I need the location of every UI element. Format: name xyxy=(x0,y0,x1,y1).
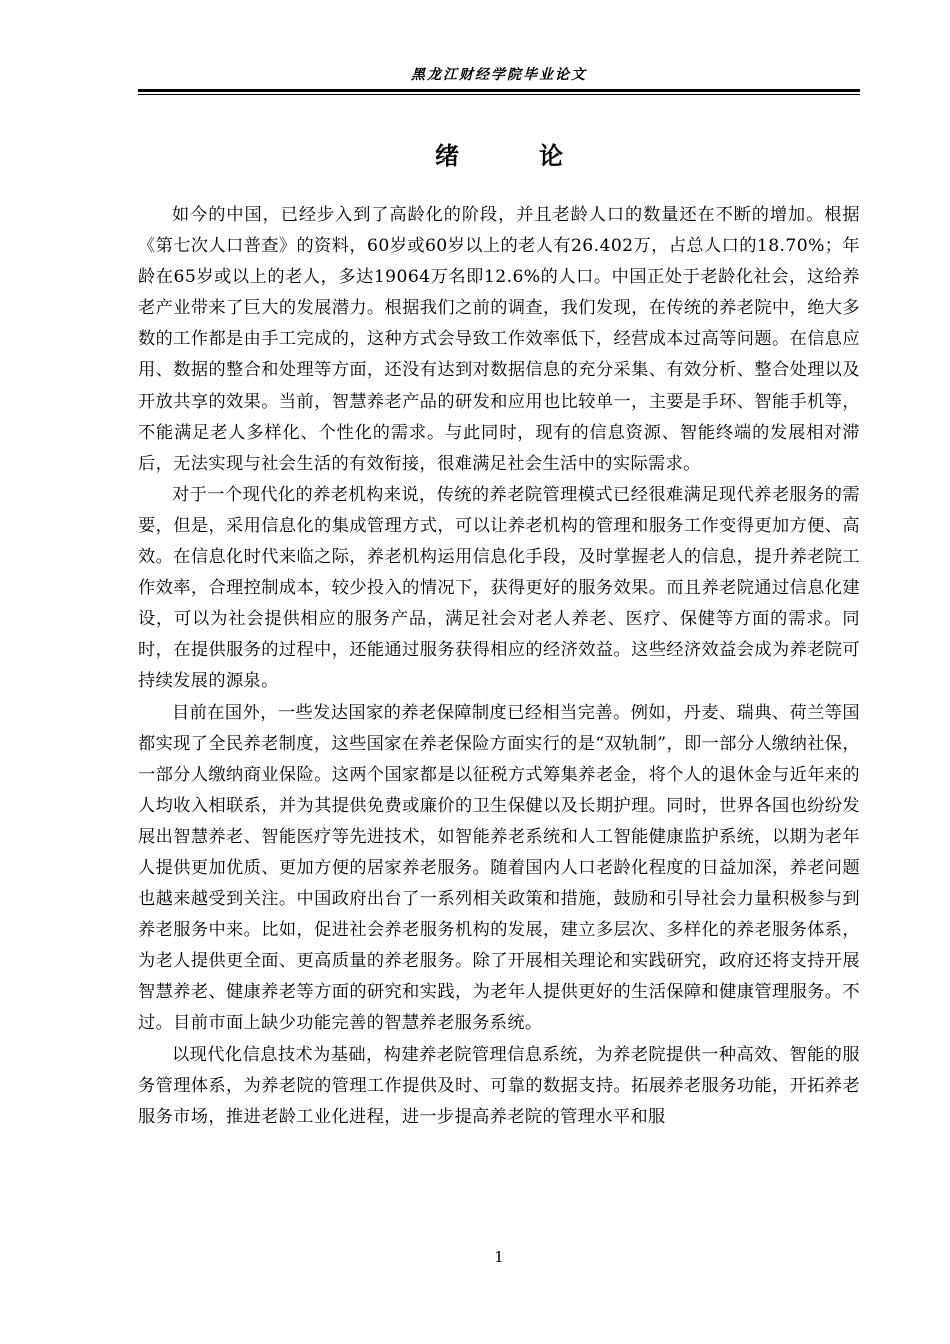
paragraph: 以现代化信息技术为基础，构建养老院管理信息系统，为养老院提供一种高效、智能的服务管理体系，为养老院的管理工作提供及时、可靠的数据支持。拓展养老服务功能，开拓养老服务市场，推进老龄工业化进程，进一步提高养老院的管理水平和服 xyxy=(138,1044,860,1127)
body-text xyxy=(138,200,860,1133)
header-rule-thick xyxy=(138,89,860,92)
paragraph: 对于一个现代化的养老机构来说，传统的养老院管理模式已经很难满足现代养老服务的需要，但是，采用信息化的集成管理方式，可以让养老机构的管理和服务工作变得更加方便、高效。在信息化时代来临之际，养老机构运用信息化手段，及时掌握老人的信息，提升养老院工作效率，合理控制成本，较少投入的情况下，获得更好的服务效果。而且养老院通过信息化建设，可以为社会提供相应的服务产品，满足社会对老人养老、医疗、保健等方面的需求。同时，在提供服务的过程中，还能通过服务获得相应的经济效益。这些经济效益会成为养老院可持续发展的源泉。 xyxy=(138,484,860,692)
section-title: 绪 论 xyxy=(435,141,591,170)
paragraph: 目前在国外，一些发达国家的养老保障制度已经相当完善。例如，丹麦、瑞典、荷兰等国都实现了全民养老制度，这些国家在养老保险方面实行的是“双轨制”，即一部分人缴纳社保，一部分人缴纳商业保险。这两个国家都是以征税方式筹集养老金，将个人的退休金与近年来的人均收入相联系，并为其提供免费或廉价的卫生保健以及长期护理。同时，世界各国也纷纷发展出智慧养老、智能医疗等先进技术，如智能养老系统和人工智能健康监护系统，以期为老年人提供更加优质、更加方便的居家养老服务。随着国内人口老龄化程度的日益加深，养老问题也越来越受到关注。中国政府出台了一系列相关政策和措施，鼓励和引导社会力量积极参与到养老服务中来。比如，促进社会养老服务机构的发展，建立多层次、多样化的养老服务体系，为老人提供更全面、更高质量的养老服务。除了开展相关理论和实践研究，政府还将支持开展智慧养老、健康养老等方面的研究和实践，为老年人提供更好的生活保障和健康管理服务。不过。目前市面上缺少功能完善的智慧养老服务系统。 xyxy=(138,702,860,1034)
paragraph: 如今的中国，已经步入到了高龄化的阶段，并且老龄人口的数量还在不断的增加。根据《第七次人口普查》的资料，60岁或60岁以上的老人有26.402万，占总人口的18.70%；年龄在65岁或以上的老人，多达19064万名即12.6%的人口。中国正处于老龄化社会，这给养老产业带来了巨大的发展潜力。根据我们之前的调查，我们发现，在传统的养老院中，绝大多数的工作都是由手工完成的，这种方式会导致工作效率低下，经营成本过高等问题。在信息应用、数据的整合和处理等方面，还没有达到对数据信息的充分采集、有效分析、整合处理以及开放共享的效果。当前，智慧养老产品的研发和应用也比较单一，主要是手环、智能手机等，不能满足老人多样化、个性化的需求。与此同时，现有的信息资源、智能终端的发展相对滞后，无法实现与社会生活的有效衔接，很难满足社会生活中的实际需求。 xyxy=(138,205,860,474)
page-number: 1 xyxy=(494,1248,504,1266)
header-rule-thin xyxy=(138,94,860,95)
running-header: 黑龙江财经学院毕业论文 xyxy=(411,67,587,83)
